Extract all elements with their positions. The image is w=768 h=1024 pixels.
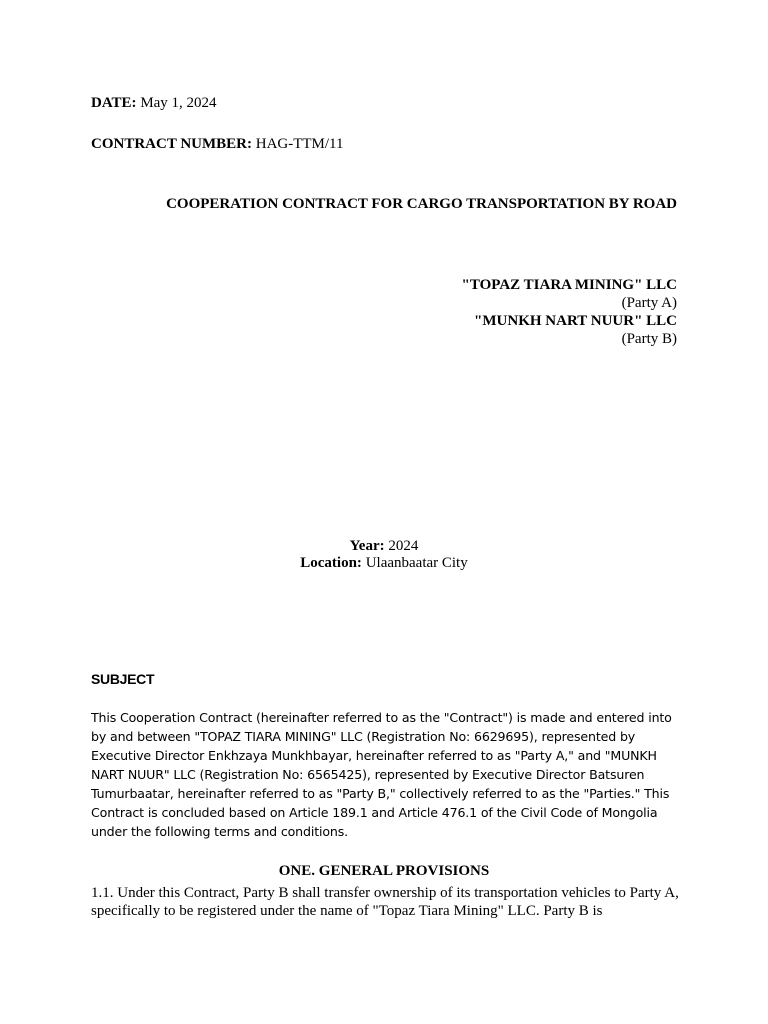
section-heading: ONE. GENERAL PROVISIONS	[278, 863, 490, 879]
party-b-role: (Party B)	[621, 331, 677, 347]
party-a-role: (Party A)	[621, 295, 677, 311]
year-label: Year:	[349, 538, 385, 554]
date-value: May 1, 2024	[140, 95, 217, 111]
year-line	[0, 537, 768, 555]
subject-heading: SUBJECT	[91, 671, 155, 687]
location-label: Location:	[300, 555, 362, 571]
contract-number-value: HAG-TTM/11	[255, 136, 344, 152]
document-title: COOPERATION CONTRACT FOR CARGO TRANSPORTATION BY ROAD	[166, 196, 677, 212]
location-line	[0, 554, 768, 572]
location-value: Ulaanbaatar City	[365, 555, 468, 571]
clause-1-1: 1.1. Under this Contract, Party B shall transfer ownership of its transportation vehicles to Party A, specifically to be registered under the name of "Topaz Tiara Mining" LLC. Party B is	[91, 885, 679, 919]
date-line	[91, 94, 217, 112]
party-a-name: "TOPAZ TIARA MINING" LLC	[461, 277, 677, 293]
party-b-name: "MUNKH NART NUUR" LLC	[474, 313, 677, 329]
contract-number-label: CONTRACT NUMBER:	[91, 136, 252, 152]
date-label: DATE:	[91, 95, 137, 111]
year-value: 2024	[388, 538, 419, 554]
contract-number-line	[91, 135, 344, 153]
subject-body: This Cooperation Contract (hereinafter referred to as the "Contract") is made and entered into by and between "TOPAZ TIARA MINING" LLC (Registration No: 6629695), represented by Executive Director Enkhzaya Munkhbayar, hereinafter referred to as "Party A," and "MUNKH NART NUUR" LLC (Registration No: 6565425), represented by Executive Director Batsuren Tumurbaatar, hereinafter referred to as "Party B," collectively referred to as the "Parties." This Contract is concluded based on Article 189.1 and Article 476.1 of the Civil Code of Mongolia under the following terms and conditions.	[91, 710, 672, 839]
